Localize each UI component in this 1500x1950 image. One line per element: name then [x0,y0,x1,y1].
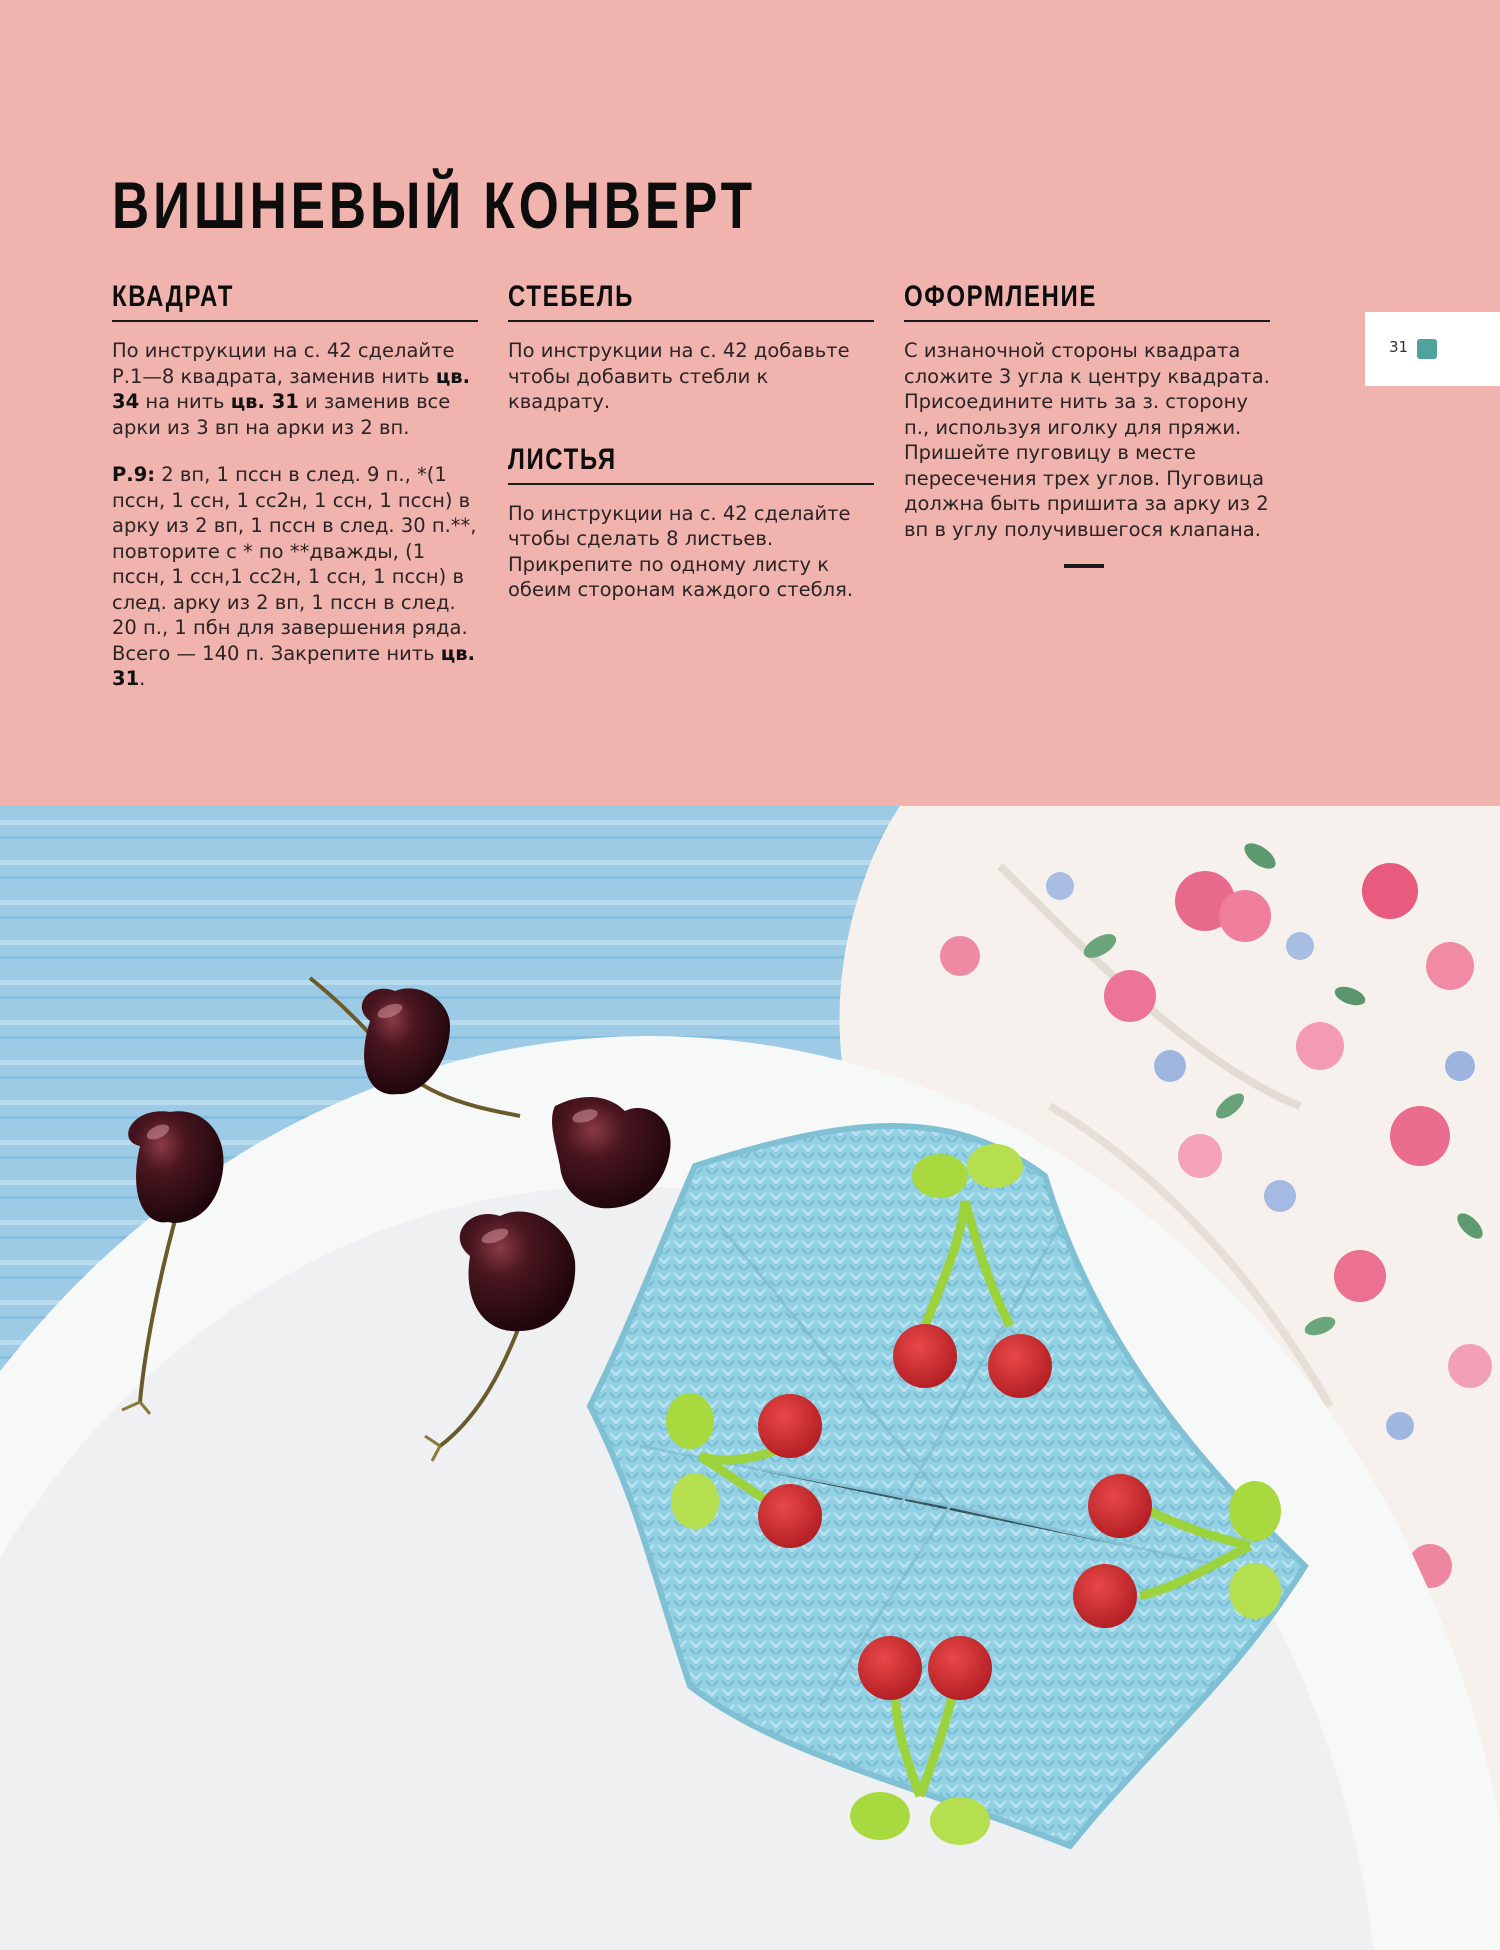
section-heading-kvadrat [112,282,478,322]
section-heading-stebel [508,282,874,322]
column-oformlenie [904,282,1270,568]
kvadrat-p2-a: 2 вп, 1 пссн в след. 9 п., *(1 пссн, 1 ссн, 1 сс2н, 1 ссн, 1 пссн) в арку из 2 вп, 1 пссн в след. 30 п.**, повторите с * по **дважды, (1 пссн, 1 ссн,1 сс2н, 1 ссн, 1 пссн) в след. арку из 2 вп, 1 пссн в след. 20 п., 1 пбн для завершения ряда. Всего — 140 п. Закрепите нить [112,463,477,665]
kvadrat-paragraph-1 [112,338,478,440]
heading-stebel-text: СТЕБЕЛЬ [508,280,634,313]
column-stebel-listya [508,282,874,625]
page-title: ВИШНЕВЫЙ КОНВЕРТ [112,168,756,242]
column-kvadrat [112,282,478,714]
oformlenie-text: С изнаночной стороны квадрата сложите 3 угла к центру квадрата. Присоедините нить за з. сторону п., используя иголку для пряжи. Пришейте пуговицу в месте пересечения трех углов. Пуговица должна быть пришита за арку из 2 вп в углу получившегося клапана. [904,339,1270,541]
end-dash [1064,564,1104,568]
kvadrat-p1-c: на нить [139,390,231,413]
page-number-tab [1365,312,1500,386]
heading-listya-text: ЛИСТЬЯ [508,442,617,476]
kvadrat-paragraph-2 [112,462,478,692]
kvadrat-p2-row-label: Р.9: [112,463,156,486]
pink-text-panel [0,0,1500,806]
kvadrat-p1-color-34: цв. 34 [112,364,471,413]
photo [0,806,1500,1950]
stebel-text: По инструкции на с. 42 добавьте чтобы добавить стебли к квадрату. [508,339,850,413]
kvadrat-p1-a: По инструкции на с. 42 сделайте Р.1—8 квадрата, заменив нить [112,339,455,388]
heading-oformlenie-text: ОФОРМЛЕНИЕ [904,280,1097,313]
section-heading-listya [508,442,874,485]
listya-text: По инструкции на с. 42 сделайте чтобы сделать 8 листьев. Прикрепите по одному листу к обеим сторонам каждого стебля. [508,501,854,601]
kvadrat-p1-color-31: цв. 31 [230,390,299,413]
photo-illustration [0,806,1500,1950]
kvadrat-p2-c: . [139,667,146,690]
page-number: 31 [1389,338,1409,356]
kvadrat-p2-color-31: цв. 31 [112,641,475,690]
heading-kvadrat-text: КВАДРАТ [112,280,235,313]
accent-square [1417,339,1437,359]
kvadrat-p1-d: и заменив все арки из 3 вп на арки из 2 вп. [112,390,451,439]
section-heading-oformlenie [904,282,1270,322]
